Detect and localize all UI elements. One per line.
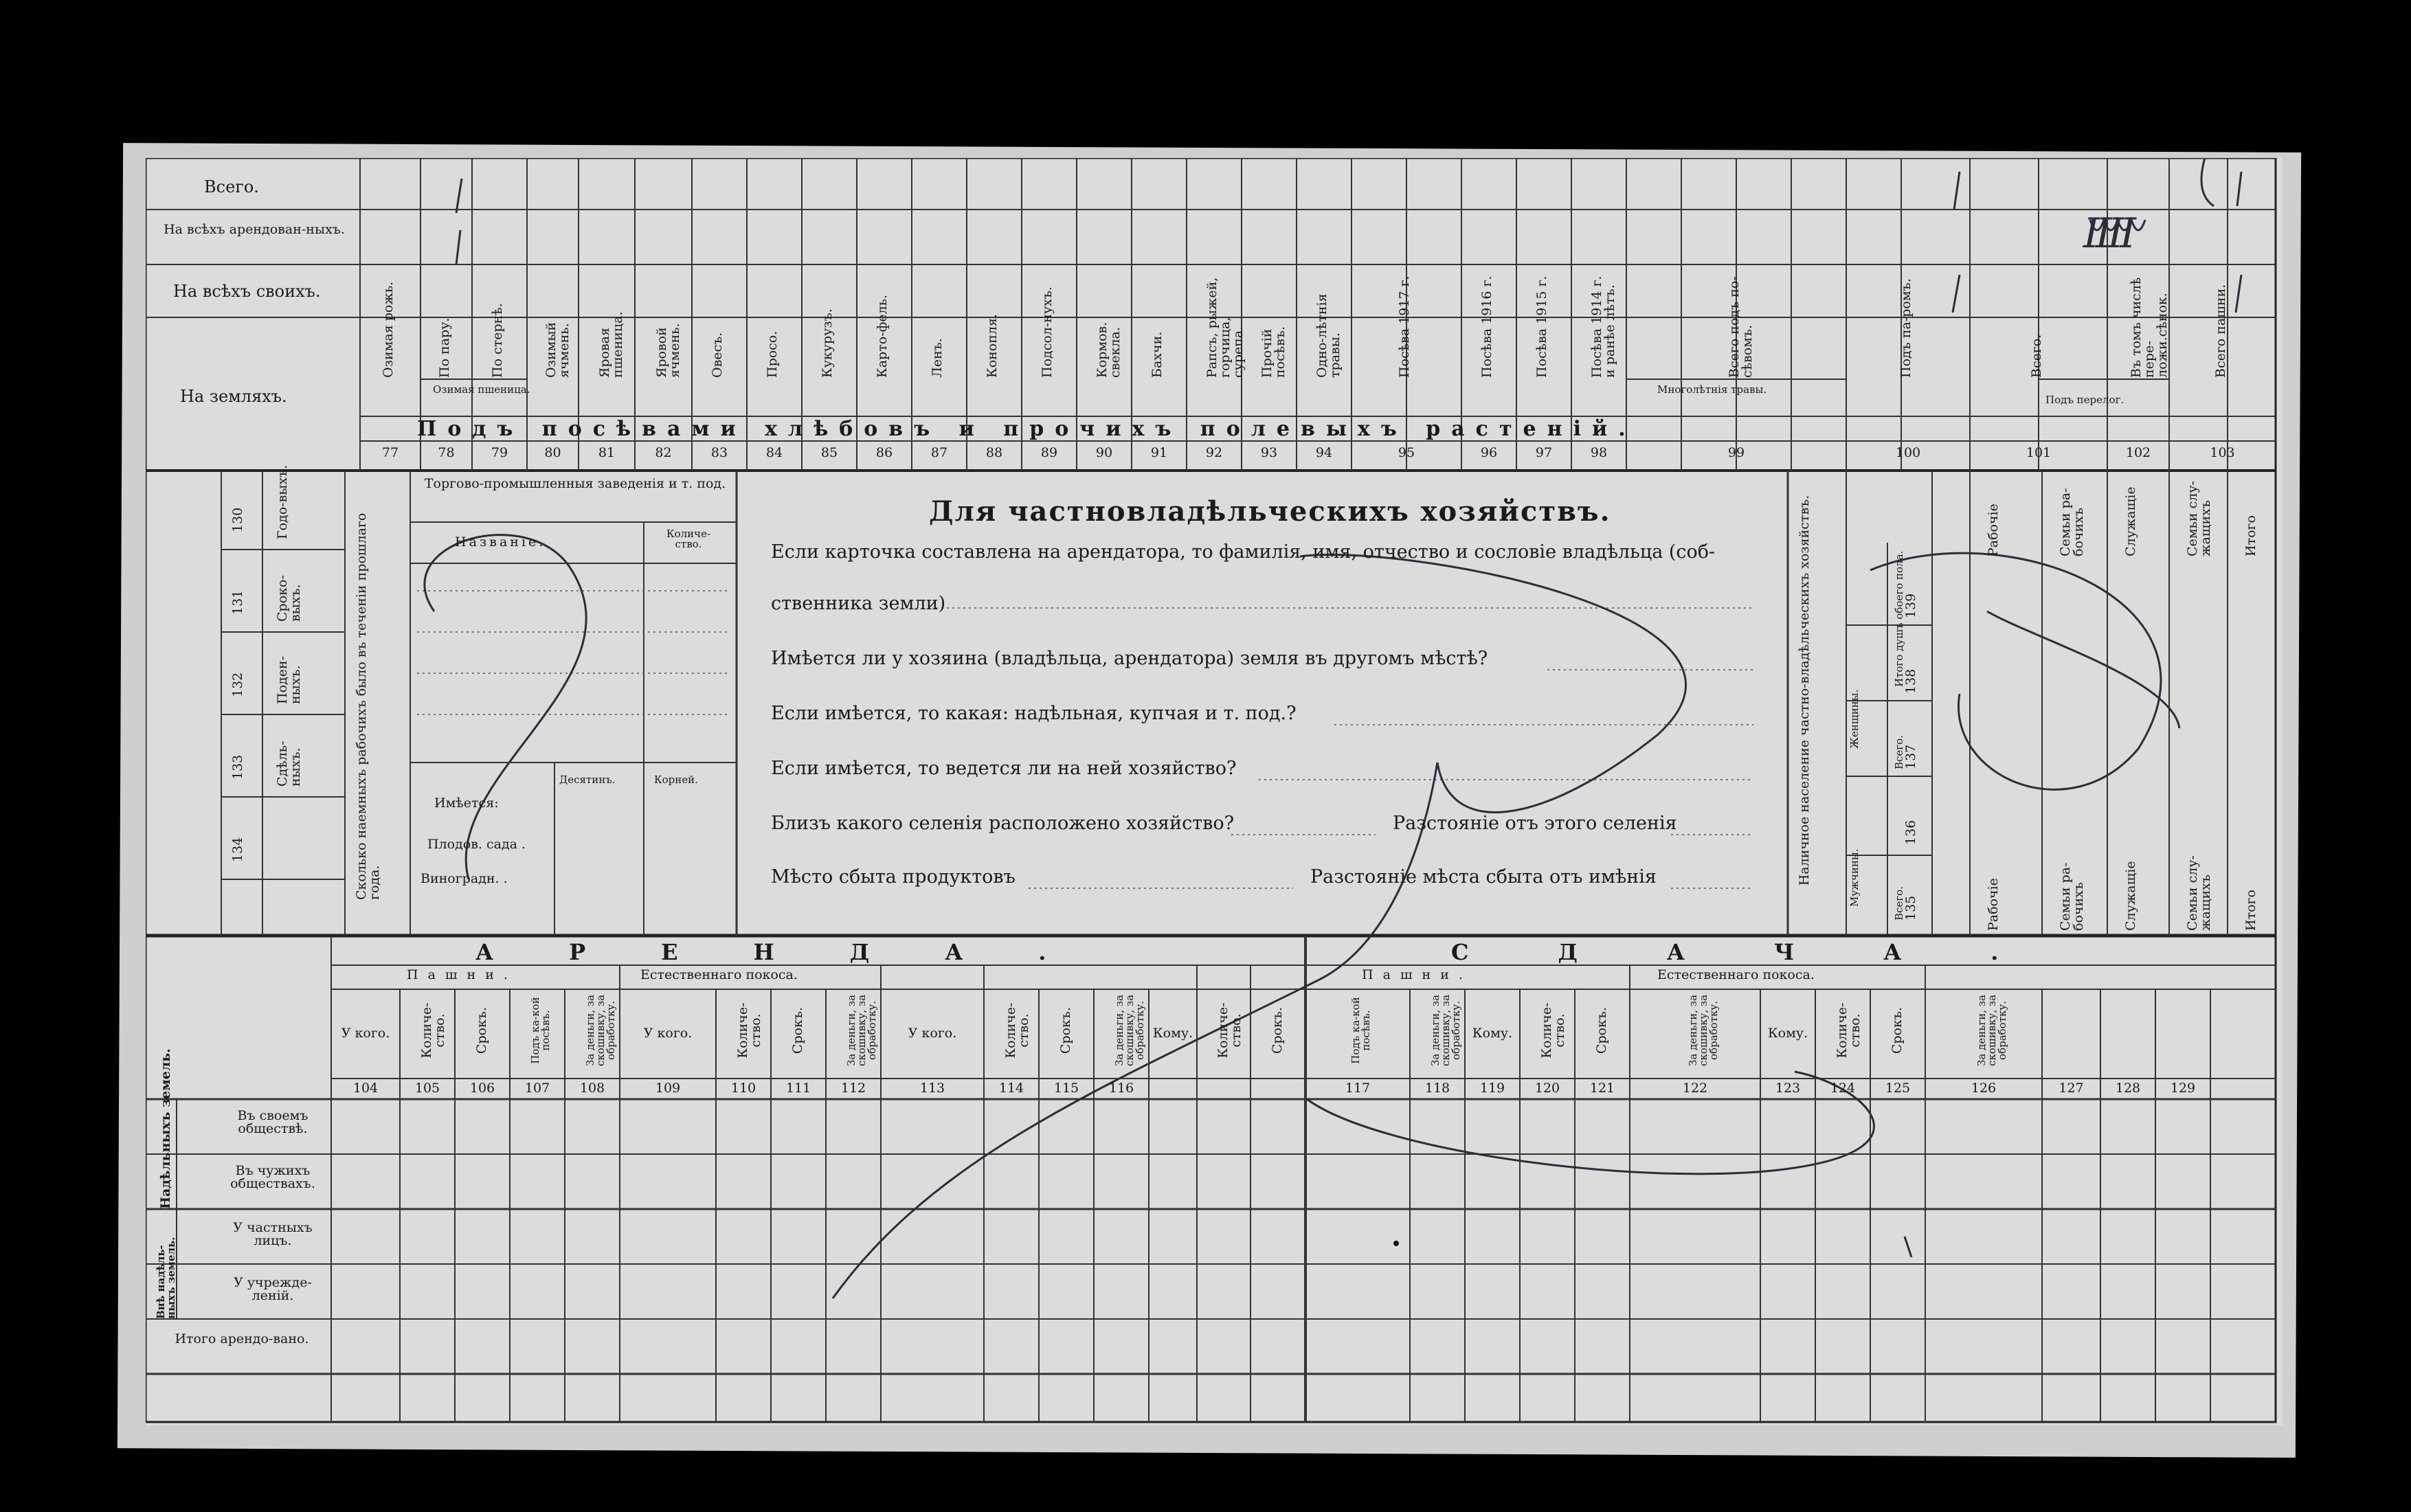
crop-col-label: Посѣва 1917 г.	[1397, 275, 1412, 378]
crop-col-label: Посѣва 1914 г. и ранѣе лѣтъ.	[1589, 275, 1617, 378]
sdacha-pokos: Естественнаго покоса.	[1657, 967, 1815, 982]
crop-col-number: 80	[544, 445, 561, 460]
population-itogo-obogo: Итого душъ обоего пола.	[1893, 550, 1905, 687]
lease-col-number: 120	[1534, 1081, 1560, 1096]
crop-col-label: Бахчи.	[1150, 331, 1165, 378]
population-col-label: Рабочiе	[1986, 504, 2001, 556]
lease-col-number: 108	[579, 1081, 605, 1096]
crop-col-label: Подсол-нухъ.	[1040, 286, 1055, 378]
lease-col-number: 106	[469, 1081, 495, 1096]
crop-col-label: Яровой ячмень.	[653, 323, 682, 378]
lease-col-label: Подъ ка-кой посѣвъ.	[529, 997, 552, 1064]
crop-col-number: 83	[710, 445, 728, 460]
population-col-label-bottom: Семьи слу-жащихъ	[2185, 855, 2213, 931]
lease-col-number: 109	[655, 1081, 681, 1096]
population-title: Наличное население частно-владѣльческихъ хозяйствъ.	[1797, 495, 1812, 886]
lease-col-number: 128	[2115, 1081, 2141, 1096]
lease-col-label: За деньги, за скошивку, за обработку.	[584, 994, 617, 1067]
worker-row-label: Годо-выхъ.	[275, 464, 290, 539]
lease-col-label: За деньги, за скошивку, за обработку.	[1429, 994, 1462, 1067]
population-col-label: Служащiе	[2123, 486, 2138, 556]
crop-col-number: 84	[765, 445, 783, 460]
worker-row-number: 130	[230, 507, 245, 532]
crop-col-label: По пару.	[436, 317, 452, 378]
population-col-label-bottom: Семьи ра-бочихъ	[2058, 862, 2086, 931]
lease-col-number: 116	[1108, 1081, 1134, 1096]
trade-col-korney: Корней.	[654, 774, 698, 786]
nadel-label: Надѣльныхъ земель.	[158, 1048, 173, 1209]
trade-col-qty: Количе-ство.	[666, 528, 711, 550]
lease-col-label: Срокъ.	[1270, 1006, 1285, 1054]
crop-col-label: Всего пашни.	[2212, 284, 2228, 378]
lease-col-label: Кому.	[1472, 1026, 1513, 1041]
trade-imeetsya: Имѣется:	[434, 796, 499, 811]
crop-col-label: Озимый ячмень.	[543, 321, 572, 378]
private-q6b: Разстоянiе мѣста сбыта отъ имѣнiя	[1310, 866, 1657, 888]
crop-col-number: 96	[1480, 445, 1498, 460]
crop-col-label: Просо.	[765, 330, 780, 378]
crop-col-number: 85	[820, 445, 838, 460]
crops-banner: Подъ посѣвами хлѣбовъ и прочихъ полевыхъ растенiй.	[417, 417, 1637, 441]
crop-col-number: 81	[598, 445, 616, 460]
crop-col-number: 102	[2125, 445, 2151, 460]
worker-row-label: Сдѣль-ныхъ.	[275, 741, 303, 787]
lease-col-label: Срокъ.	[1594, 1006, 1609, 1054]
lease-col-label: Количе-ство.	[419, 1002, 447, 1059]
lease-col-number: 121	[1589, 1081, 1615, 1096]
lease-col-label: За деньги, за скошивку, за обработку.	[1687, 994, 1720, 1067]
crop-col-number: 98	[1590, 445, 1608, 460]
row-own-label: На всѣхъ своихъ.	[173, 282, 321, 301]
population-men-vsego: Всего.	[1893, 886, 1905, 921]
crop-col-number: 93	[1260, 445, 1278, 460]
crop-col-label: Посѣва 1915 г.	[1534, 275, 1549, 378]
worker-row-label: Сроко-выхъ.	[275, 575, 303, 622]
crop-col-label: По стернѣ.	[490, 303, 505, 378]
lease-col-label: У кого.	[643, 1026, 693, 1041]
row-rented-label: На всѣхъ арендован-ныхъ.	[164, 222, 345, 237]
crop-col-number: 79	[491, 445, 508, 460]
private-q1b: ственника земли)	[771, 593, 946, 614]
lease-col-label: За деньги, за скошивку, за обработку.	[1113, 994, 1146, 1067]
crop-col-label: Карто-фель.	[875, 294, 890, 378]
lease-col-number: 127	[2059, 1081, 2084, 1096]
lease-col-number: 107	[524, 1081, 550, 1096]
private-q3: Если имѣется, то какая: надѣльная, купчая и т. под.?	[771, 703, 1297, 724]
handwritten-tally: IIII	[2083, 210, 2132, 258]
lease-col-label: Срокъ.	[790, 1006, 805, 1054]
population-number: 137	[1903, 744, 1918, 769]
lease-col-label: У кого.	[908, 1026, 957, 1041]
population-women-vsego: Всего.	[1893, 735, 1905, 769]
worker-row-number: 134	[230, 837, 245, 862]
crop-col-number: 99	[1727, 445, 1745, 460]
lease-col-number: 111	[785, 1081, 811, 1096]
private-q1a: Если карточка составлена на арендатора, то фамилiя, имя, отчество и сословiе владѣльца (соб-	[771, 541, 1716, 563]
crop-col-label: Конопля.	[985, 313, 1000, 378]
crop-col-label: Ленъ.	[930, 338, 945, 378]
crop-col-label: Всего.	[2029, 334, 2044, 378]
lease-col-number: 124	[1830, 1081, 1856, 1096]
population-number: 138	[1903, 668, 1918, 694]
sdacha-pashni: Пашни.	[1362, 967, 1472, 982]
trade-col-desyatin: Десятинъ.	[559, 774, 616, 786]
private-q6: Мѣсто сбыта продуктовъ	[771, 866, 1016, 888]
lease-col-label: За деньги, за скошивку, за обработку.	[845, 994, 878, 1067]
lease-col-number: 114	[998, 1081, 1024, 1096]
private-q5b: Разстоянiе отъ этого селенiя	[1393, 813, 1677, 834]
crop-col-number: 87	[930, 445, 948, 460]
lease-col-number: 123	[1775, 1081, 1801, 1096]
lease-col-number: 104	[352, 1081, 379, 1096]
lease-col-label: Срокъ.	[474, 1006, 489, 1054]
workers-question: Сколько наемныхъ рабочихъ было въ теченiи прошлаго года.	[354, 512, 382, 900]
crop-col-number: 82	[655, 445, 672, 460]
crop-col-number: 78	[438, 445, 455, 460]
crop-col-number: 89	[1040, 445, 1058, 460]
lease-col-number: 125	[1885, 1081, 1911, 1096]
lease-col-label: Срокъ.	[1889, 1006, 1905, 1054]
crop-col-number: 77	[381, 445, 399, 460]
crop-col-number: 92	[1205, 445, 1223, 460]
crop-col-label: Рапсъ, рыжей, горчица, сурепа.	[1204, 277, 1246, 378]
crop-col-number: 97	[1535, 445, 1553, 460]
trade-vinogradn: Виноградн. .	[420, 871, 508, 886]
private-q5: Близъ какого селенiя расположено хозяйство?	[771, 813, 1235, 834]
row-institutions: У учрежде-ленiй.	[234, 1275, 312, 1303]
private-q2: Имѣется ли у хозяина (владѣльца, арендатора) земля въ другомъ мѣстѣ?	[771, 648, 1488, 669]
lease-col-number: 105	[414, 1081, 440, 1096]
arenda-pokos: Естественнаго покоса.	[640, 967, 798, 982]
trade-title: Торгово-промышленныя заведенiя и т. под.	[424, 476, 726, 491]
lease-col-label: Подъ ка-кой посѣвъ.	[1349, 997, 1372, 1064]
lease-col-label: Количе-ство.	[1835, 1002, 1863, 1059]
crop-col-label: Яровая пшеница.	[597, 311, 625, 378]
crop-col-label: Посѣва 1916 г.	[1479, 275, 1494, 378]
trade-plodov-sada: Плодов. сада .	[427, 837, 526, 852]
crop-col-number: 95	[1398, 445, 1415, 460]
crop-col-label: Въ томъ числѣ пере-ложи.сѣнок.	[2129, 277, 2170, 378]
crop-col-number: 100	[1895, 445, 1921, 460]
trade-col-name: Названiе.	[455, 534, 546, 550]
row-private-persons: У частныхъ лицъ.	[233, 1220, 313, 1248]
crop-col-number: 86	[875, 445, 893, 460]
lease-col-number: 129	[2170, 1081, 2196, 1096]
worker-row-label: Поден-ныхъ.	[275, 655, 303, 704]
lease-col-label: Срокъ.	[1058, 1006, 1073, 1054]
crop-col-number: 94	[1315, 445, 1333, 460]
lease-col-label: У кого.	[341, 1026, 390, 1041]
population-col-label: Итого	[2243, 515, 2258, 556]
crop-col-number: 101	[2026, 445, 2052, 460]
lease-col-number: 113	[919, 1081, 945, 1096]
arenda-pashni: Пашни.	[407, 967, 517, 982]
vne-nadel-label: Внѣ надѣль-ныхъ земель.	[155, 1237, 177, 1319]
lease-col-label: Количе-ство.	[1003, 1002, 1031, 1059]
private-q4: Если имѣется, то ведется ли на ней хозяйство?	[771, 758, 1237, 779]
worker-row-number: 133	[230, 754, 245, 780]
population-women: Женщины.	[1848, 689, 1861, 749]
lease-col-number: 122	[1682, 1081, 1708, 1096]
lease-col-number: 115	[1053, 1081, 1079, 1096]
crop-col-number: 91	[1150, 445, 1168, 460]
population-men: Мужчины.	[1848, 848, 1861, 907]
ozimaya-pshenitsa-label: Озимая пшеница.	[433, 383, 530, 396]
pod-perelog-label: Подъ перелог.	[2045, 394, 2124, 406]
crop-col-number: 103	[2210, 445, 2235, 460]
lease-col-label: За деньги, за скошивку, за обработку.	[1975, 994, 2008, 1067]
census-card	[146, 158, 2283, 1425]
crop-col-number: 90	[1095, 445, 1113, 460]
private-block-title: Для частновладѣльческихъ хозяйствъ.	[929, 495, 1611, 528]
row-other-society: Въ чужихъ обществахъ.	[230, 1163, 315, 1191]
lease-col-label: Кому.	[1767, 1026, 1808, 1041]
crop-col-label: Подъ па-ромъ.	[1898, 278, 1914, 378]
lease-col-number: 118	[1424, 1081, 1450, 1096]
lease-col-number: 110	[730, 1081, 756, 1096]
lease-col-label: Кому.	[1152, 1026, 1193, 1041]
population-number: 135	[1903, 895, 1918, 921]
lease-col-number: 126	[1971, 1081, 1997, 1096]
crop-col-label: Овесъ.	[710, 332, 725, 378]
population-col-label-bottom: Служащiе	[2123, 861, 2138, 931]
crop-col-number: 88	[985, 445, 1003, 460]
row-lands-label: На земляхъ.	[180, 387, 287, 406]
population-col-label: Семьи ра-бочихъ	[2058, 488, 2086, 556]
crop-col-label: Всего подъ по-сѣвомъ.	[1727, 276, 1755, 378]
row-total-label: Всего.	[204, 177, 259, 196]
lease-col-label: Количе-ство.	[1539, 1002, 1567, 1059]
worker-row-number: 131	[230, 589, 245, 615]
crop-col-label: Озимая рожь.	[381, 281, 396, 378]
crop-col-label: Кукурузъ.	[820, 308, 835, 378]
lease-col-number: 117	[1345, 1081, 1371, 1096]
lease-col-label: Количе-ство.	[735, 1002, 763, 1059]
row-total-leased: Итого арендо-вано.	[175, 1331, 309, 1346]
population-number: 136	[1903, 820, 1918, 845]
population-col-label-bottom: Рабочiе	[1986, 878, 2001, 931]
population-number: 139	[1903, 593, 1918, 618]
lease-col-label: Количе-ство.	[1215, 1002, 1244, 1059]
lease-col-number: 119	[1479, 1081, 1505, 1096]
population-col-label: Семьи слу-жащихъ	[2185, 481, 2213, 556]
lease-col-number: 112	[840, 1081, 866, 1096]
crop-col-label: Прочiй посѣвъ.	[1259, 326, 1288, 378]
arenda-banner: АРЕНДА.	[475, 939, 1122, 965]
crop-col-label: Одно-лѣтнiя травы.	[1314, 293, 1343, 378]
sdacha-banner: СДАЧА.	[1451, 939, 2088, 965]
worker-row-number: 132	[230, 672, 245, 697]
mnogoletnie-label: Многолѣтнiя травы.	[1657, 383, 1767, 396]
population-col-label-bottom: Итого	[2243, 890, 2258, 931]
crop-col-label: Кормов. свекла.	[1095, 321, 1123, 378]
row-own-society: Въ своемъ обществѣ.	[237, 1108, 309, 1136]
